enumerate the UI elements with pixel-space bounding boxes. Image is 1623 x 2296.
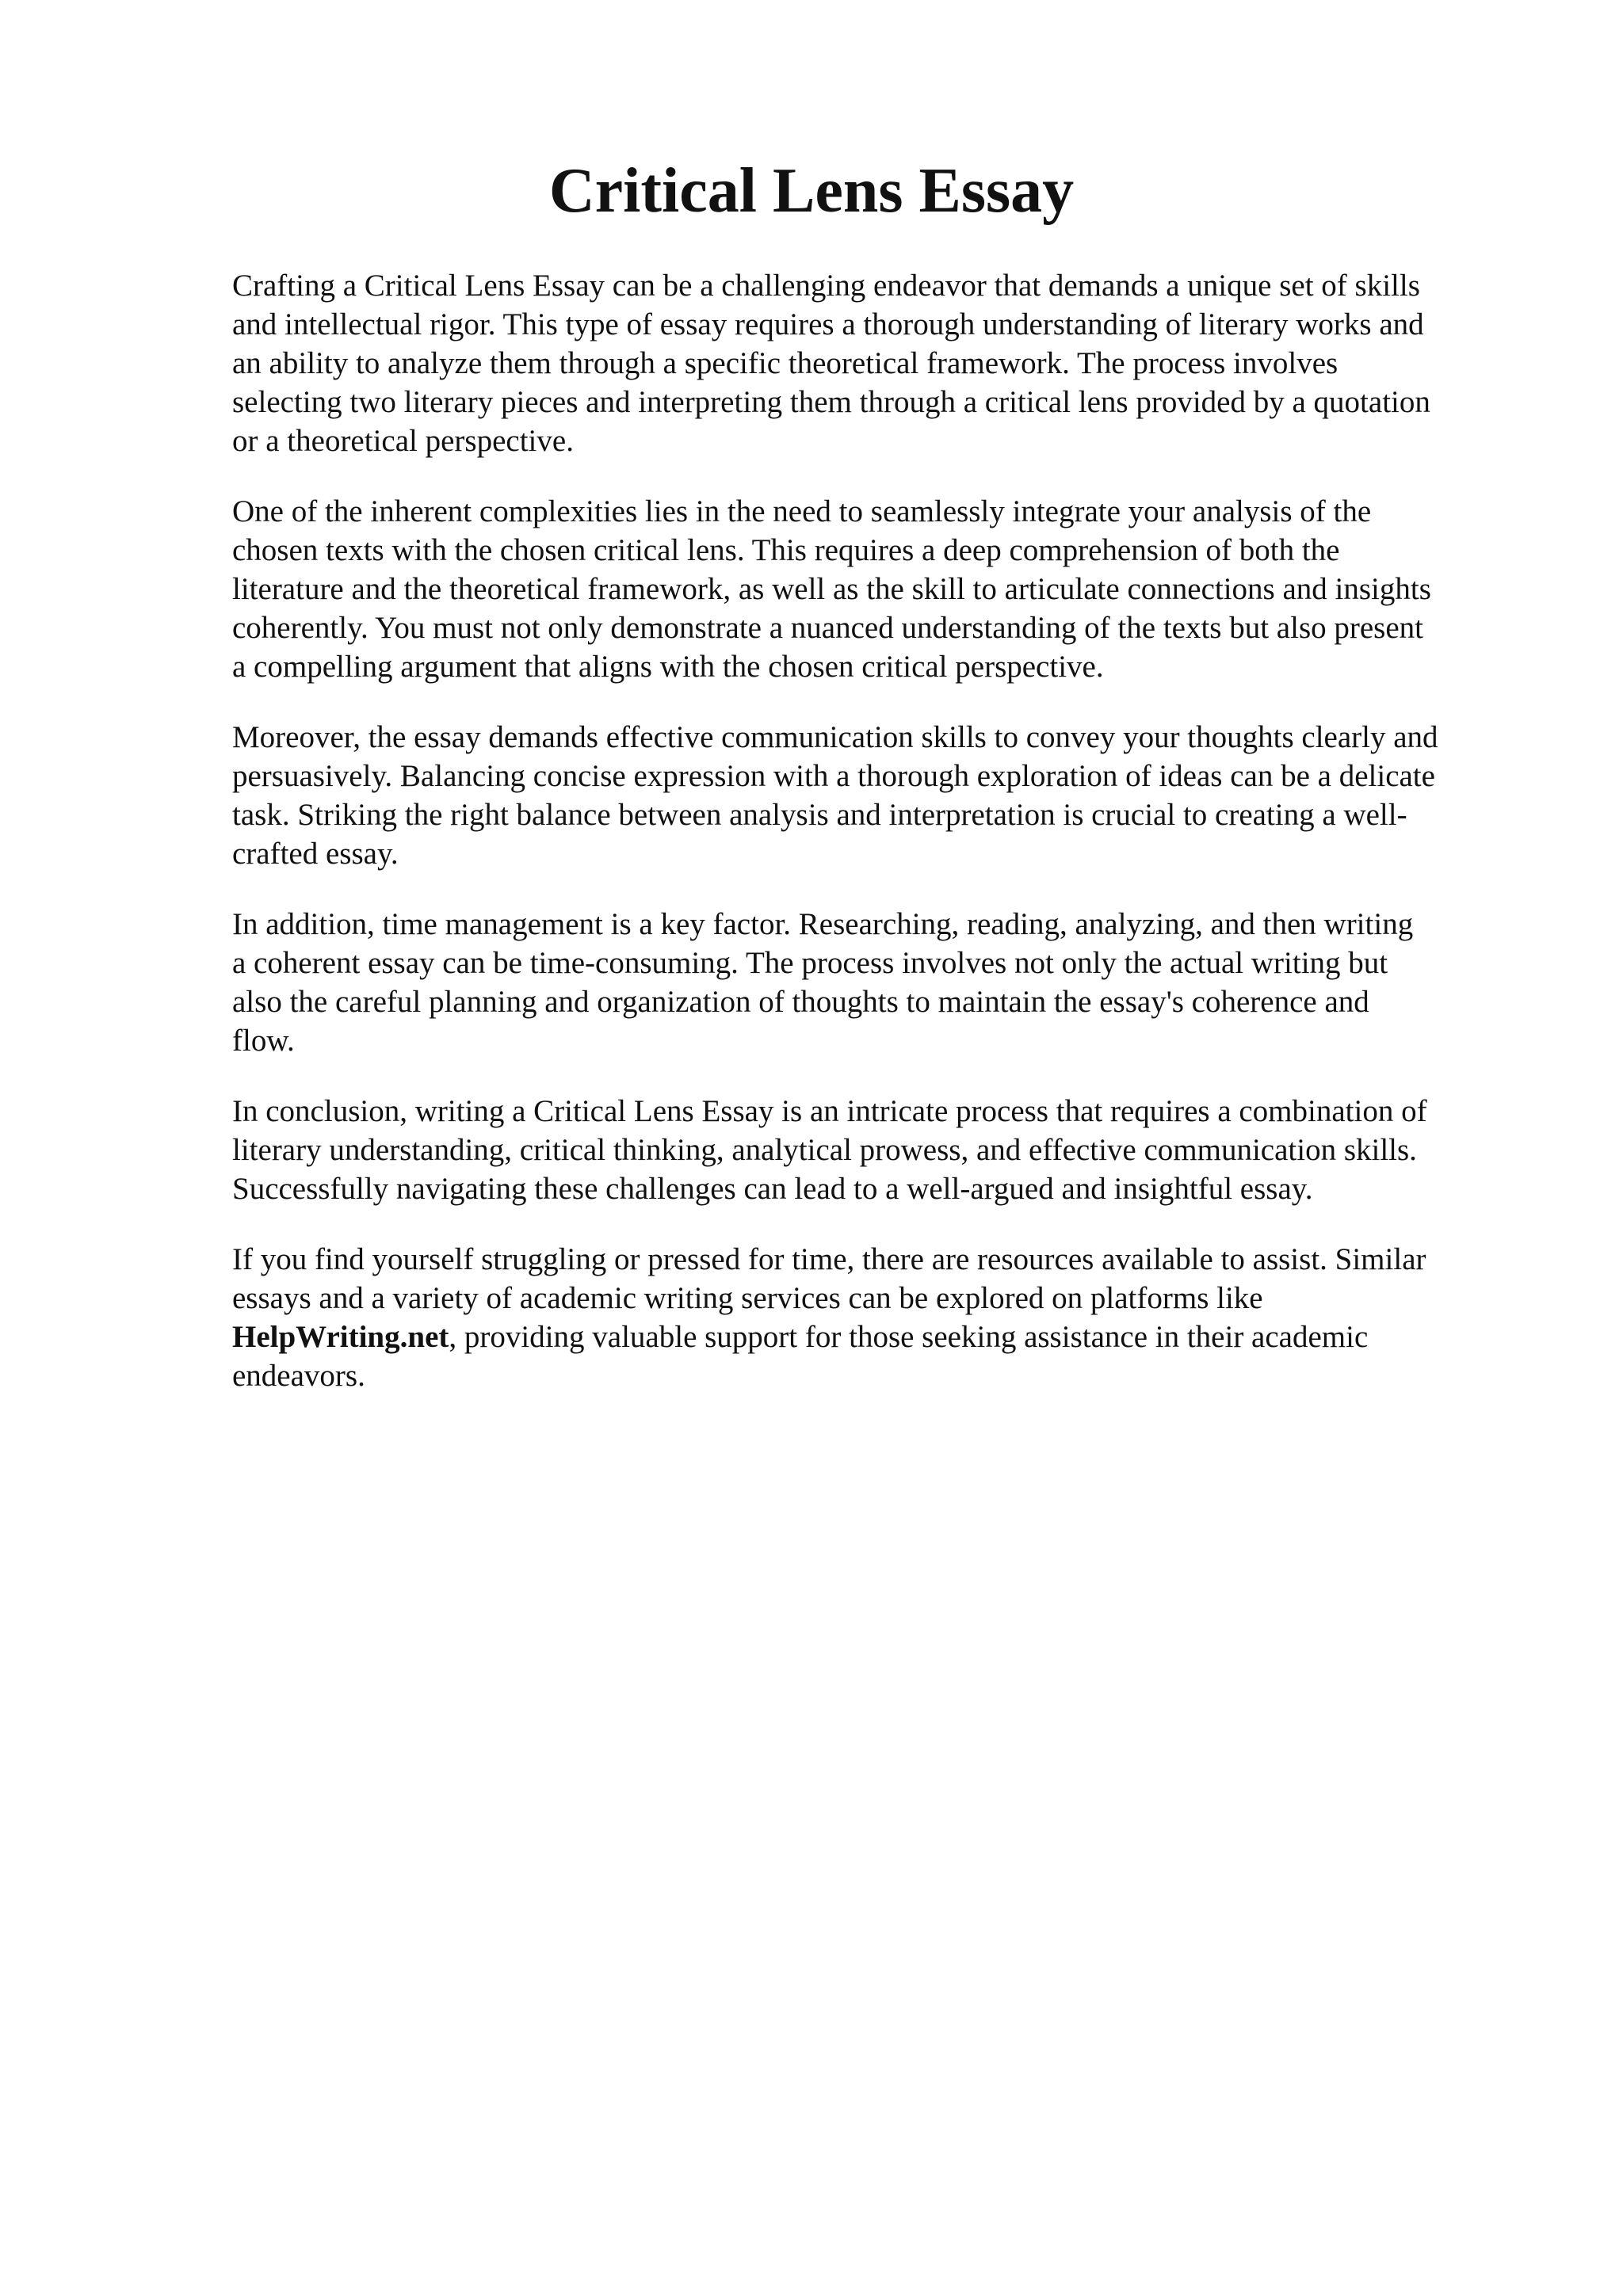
paragraph-4 [232, 905, 1532, 1060]
text-line: a coherent essay can be time-consuming. The process involves not only the actual writing but [232, 946, 1388, 980]
text-line-with-brand [232, 1318, 1532, 1356]
text-line: One of the inherent complexities lies in the need to seamlessly integrate your analysis of the [232, 494, 1372, 528]
text-line: selecting two literary pieces and interpreting them through a critical lens provided by a quotation [232, 385, 1430, 419]
text-line: Moreover, the essay demands effective communication skills to convey your thoughts clearly and [232, 720, 1438, 754]
text-line: If you find yourself struggling or pressed for time, there are resources available to assist. Similar [232, 1242, 1426, 1276]
text-line: task. Striking the right balance between analysis and interpretation is crucial to creating a well- [232, 798, 1407, 832]
text-line: essays and a variety of academic writing services can be explored on platforms like [232, 1281, 1263, 1315]
text-line: an ability to analyze them through a specific theoretical framework. The process involves [232, 346, 1338, 380]
text-line: flow. [232, 1024, 295, 1058]
text-line: literature and the theoretical framework, as well as the skill to articulate connections and insights [232, 572, 1431, 606]
text-line: literary understanding, critical thinking, analytical prowess, and effective communication skills. [232, 1133, 1417, 1167]
text-line: also the careful planning and organization of thoughts to maintain the essay's coherence and [232, 985, 1369, 1019]
text-line: chosen texts with the chosen critical lens. This requires a deep comprehension of both the [232, 533, 1340, 567]
paragraph-3 [232, 718, 1532, 873]
text-line: a compelling argument that aligns with the chosen critical perspective. [232, 650, 1104, 684]
document-title: Critical Lens Essay [548, 156, 1075, 226]
text-line: In addition, time management is a key factor. Researching, reading, analyzing, and then writing [232, 907, 1414, 941]
paragraph-2 [232, 492, 1532, 686]
text-line: Successfully navigating these challenges can lead to a well-argued and insightful essay. [232, 1172, 1313, 1206]
brand-tail-text: , providing valuable support for those seeking assistance in their academic [449, 1320, 1369, 1354]
text-line: persuasively. Balancing concise expression with a thorough exploration of ideas can be a delicate [232, 759, 1435, 793]
paragraph-1 [232, 266, 1532, 460]
paragraph-6 [232, 1240, 1532, 1395]
text-line: Crafting a Critical Lens Essay can be a challenging endeavor that demands a unique set of skills [232, 269, 1420, 303]
document-body [232, 266, 1532, 1427]
brand-name: HelpWriting.net [232, 1320, 449, 1354]
text-line: coherently. You must not only demonstrate a nuanced understanding of the texts but also present [232, 611, 1424, 645]
text-line: In conclusion, writing a Critical Lens Essay is an intricate process that requires a combination of [232, 1094, 1427, 1128]
text-line: crafted essay. [232, 837, 399, 871]
text-line: endeavors. [232, 1359, 365, 1393]
text-line: or a theoretical perspective. [232, 424, 574, 458]
paragraph-5 [232, 1092, 1532, 1208]
text-line: and intellectual rigor. This type of essay requires a thorough understanding of literary works and [232, 307, 1424, 341]
